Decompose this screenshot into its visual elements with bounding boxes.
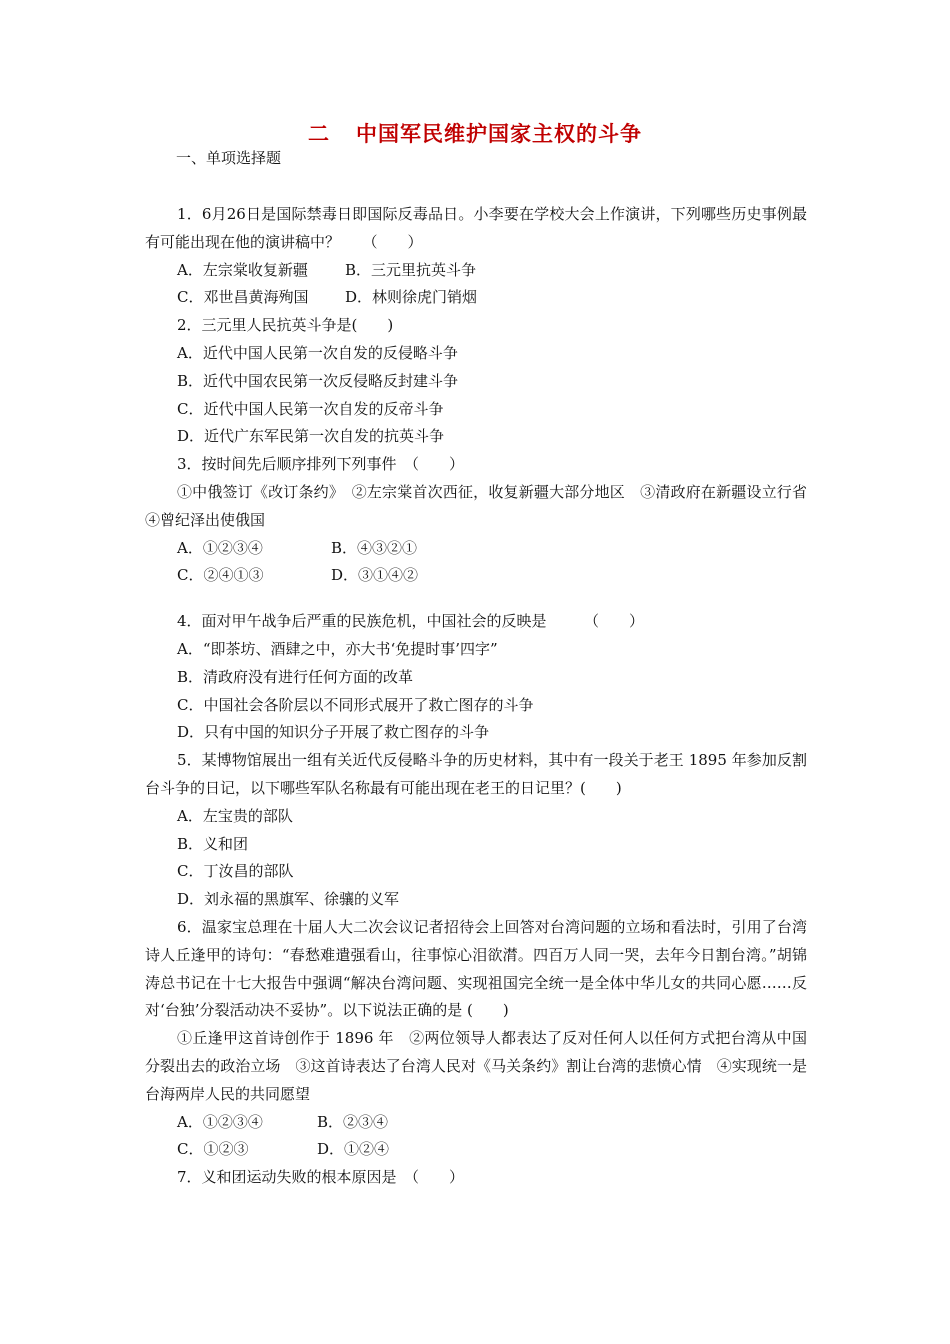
question-list (145, 201, 823, 1192)
question-3-items: ①中俄签订《改订条约》 ②左宗棠首次西征，收复新疆大部分地区 ③清政府在新疆设立行省 ④曾纪泽出使俄国 (145, 482, 823, 529)
option-c: C．丁汝昌的部队 (177, 862, 294, 881)
option-b: B．清政府没有进行任何方面的改革 (177, 667, 414, 686)
question-2: 2．三元里人民抗英斗争是( ) (177, 316, 394, 335)
question-6-items: ①丘逢甲这首诗创作于 1896 年 ②两位领导人都表达了反对任何人以任何方式把台湾从中国分裂出去的政治立场 ③这首诗表达了台湾人民对《马关条约》割让台湾的悲愤心情 ④实现统一是台海两岸人民的共同愿望 (145, 1029, 807, 1103)
question-6: 6．温家宝总理在十届人大二次会议记者招待会上回答对台湾问题的立场和看法时，引用了台湾诗人丘逢甲的诗句：“春愁难遣强看山，往事惊心泪欲潸。四百万人同一哭，去年今日割台湾。”胡锦涛总书记在十七大报告中强调“解决台湾问题、实现祖国完全统一是全体中华儿女的共同心愿……反对‘台独’分裂活动决不妥协”。以下说法正确的是 ( ) (145, 917, 807, 1020)
option-c: C．邓世昌黄海殉国 (177, 288, 309, 307)
option-c: C．近代中国人民第一次自发的反帝斗争 (177, 399, 444, 418)
option-d: D．③①④② (331, 566, 419, 585)
option-a: A．“即茶坊、酒肆之中，亦大书‘免提时事’四字” (177, 639, 498, 658)
option-d: D．刘永福的黑旗军、徐骧的义军 (177, 890, 400, 909)
question-1-options-row-2 (145, 284, 807, 312)
option-b: B．②③④ (317, 1112, 389, 1131)
question-3-options-row-1 (145, 535, 807, 563)
option-a: A．左宝贵的部队 (177, 806, 293, 825)
option-a: A．①②③④ (177, 538, 263, 557)
option-c: C．①②③ (177, 1140, 249, 1159)
question-6-options-row-1 (145, 1109, 807, 1137)
question-1-options-row-1 (145, 257, 807, 285)
question-7: 7．义和团运动失败的根本原因是 （ ） (177, 1168, 465, 1187)
option-d: D．只有中国的知识分子开展了救亡图存的斗争 (177, 723, 490, 742)
question-3: 3．按时间先后顺序排列下列事件 （ ） (177, 455, 465, 474)
question-3-options-row-2 (145, 562, 807, 590)
spacer (145, 590, 807, 608)
option-d: D．近代广东军民第一次自发的抗英斗争 (177, 427, 445, 446)
option-d: D．林则徐虎门销烟 (345, 288, 478, 307)
option-c: C．中国社会各阶层以不同形式展开了救亡图存的斗争 (177, 695, 534, 714)
option-b: B．义和团 (177, 834, 249, 853)
option-b: B．近代中国农民第一次反侵略反封建斗争 (177, 371, 459, 390)
option-b: B．④③②① (331, 538, 418, 557)
option-a: A．左宗棠收复新疆 (177, 260, 308, 279)
title-text: 中国军民维护国家主权的斗争 (356, 122, 642, 146)
option-d: D．①②④ (317, 1140, 390, 1159)
section-heading: 一、单项选择题 (176, 149, 282, 167)
question-1: 1．6月26日是国际禁毒日即国际反毒品日。小李要在学校大会上作演讲，下列哪些历史事例最有可能出现在他的演讲稿中？ （ ） (145, 205, 807, 251)
option-a: A．①②③④ (177, 1112, 263, 1131)
title-number: 二 (308, 122, 330, 146)
option-a: A．近代中国人民第一次自发的反侵略斗争 (177, 343, 458, 362)
page-title (0, 118, 950, 148)
option-c: C．②④①③ (177, 566, 264, 585)
option-b: B．三元里抗英斗争 (345, 260, 477, 279)
question-4: 4．面对甲午战争后严重的民族危机，中国社会的反映是 （ ） (177, 612, 645, 631)
question-6-options-row-2 (145, 1136, 807, 1164)
question-5: 5．某博物馆展出一组有关近代反侵略斗争的历史材料，其中有一段关于老王 1895 年参加反割台斗争的日记，以下哪些军队名称最有可能出现在老王的日记里？( ) (145, 751, 807, 797)
